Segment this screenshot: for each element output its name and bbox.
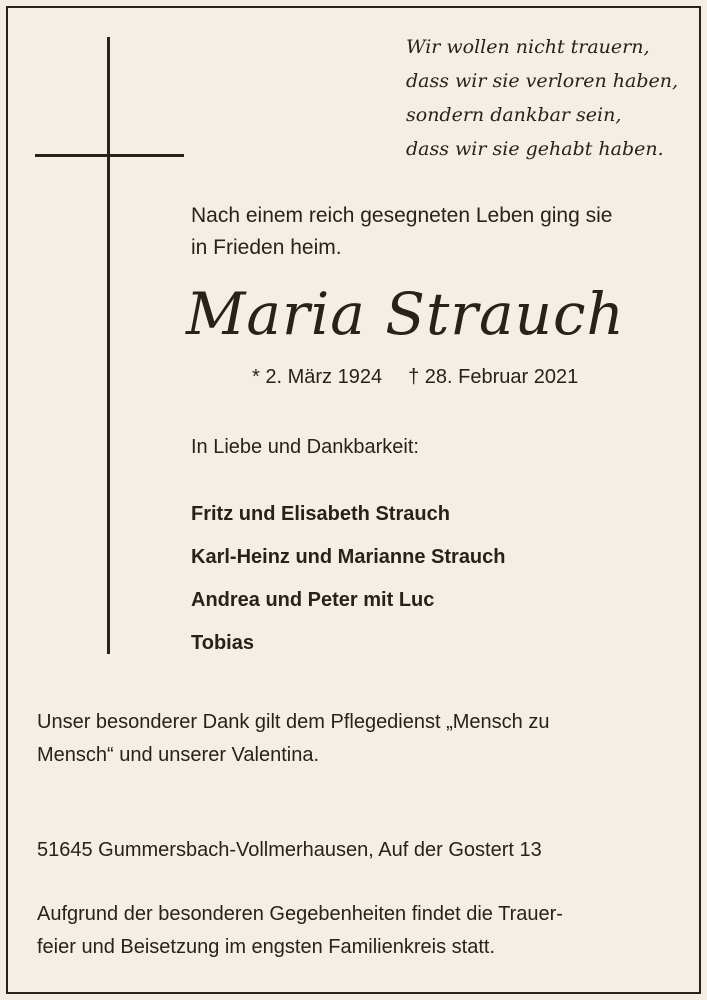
intro-line: in Frieden heim. [191,236,342,259]
memorial-quote [406,30,696,166]
thanks-text [37,706,677,772]
funeral-notice-text [37,898,677,964]
mourner-name: Karl-Heinz und Marianne Strauch [191,546,506,568]
thanks-line: Mensch“ und unserer Valentina. [37,744,320,766]
quote-line: sondern dankbar sein, [406,104,622,126]
mourner-name: Tobias [191,632,254,654]
family-address: 51645 Gummersbach-Vollmerhausen, Auf der Gostert 13 [37,839,542,861]
intro-text [191,200,671,264]
mourners-heading: In Liebe und Dankbarkeit: [191,436,419,458]
mourner-name: Andrea und Peter mit Luc [191,589,435,611]
quote-line: dass wir sie gehabt haben. [406,138,664,160]
cross-vertical-bar [107,37,110,654]
thanks-line: Unser besonderer Dank gilt dem Pflegedienst „Mensch zu [37,711,550,733]
mourner-name: Fritz und Elisabeth Strauch [191,503,450,525]
cross-horizontal-bar [35,154,184,157]
deceased-name: Maria Strauch [186,280,625,348]
death-date: † 28. Februar 2021 [408,366,579,388]
mourners-list [191,498,506,670]
closing-line: Aufgrund der besonderen Gegebenheiten findet die Trauer- [37,903,563,925]
quote-line: dass wir sie verloren haben, [406,70,679,92]
life-dates [252,362,578,392]
closing-line: feier und Beisetzung im engsten Familienkreis statt. [37,936,495,958]
intro-line: Nach einem reich gesegneten Leben ging sie [191,204,613,227]
quote-line: Wir wollen nicht trauern, [406,36,650,58]
birth-date: * 2. März 1924 [252,366,383,388]
